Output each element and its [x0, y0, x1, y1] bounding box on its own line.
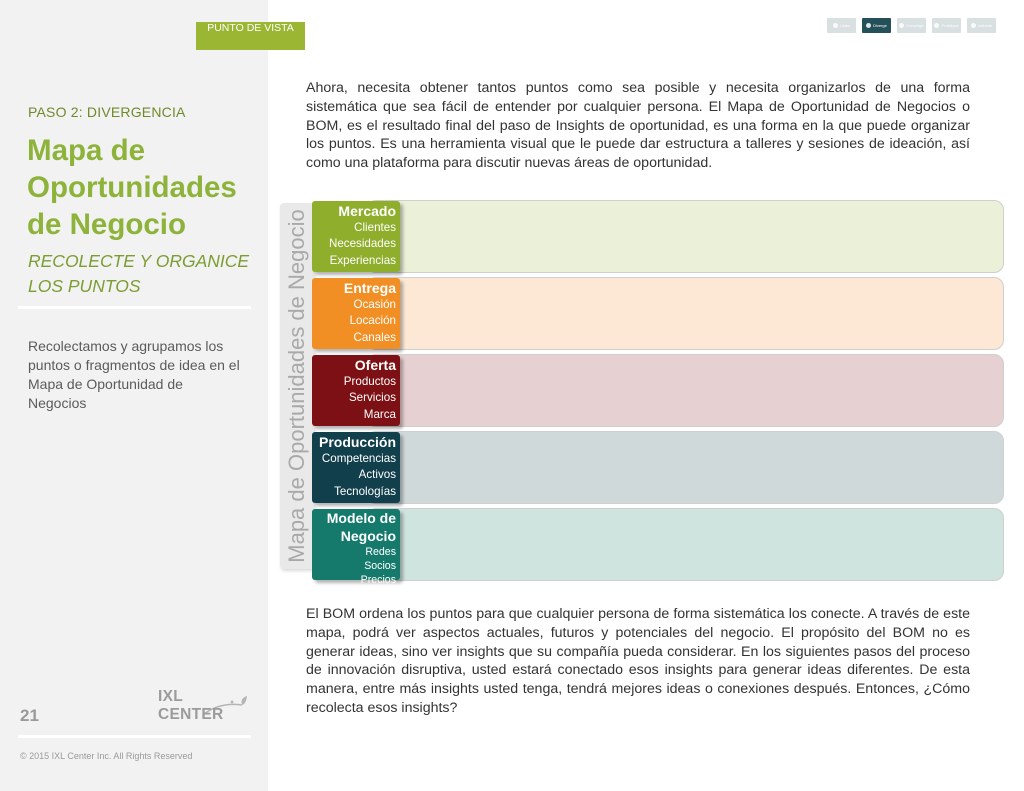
bom-row	[312, 508, 1004, 586]
bom-panel	[366, 354, 1004, 427]
nav-step[interactable]	[862, 18, 891, 33]
bom-category-item: Precios	[360, 574, 396, 586]
bom-row	[312, 200, 1004, 273]
prototype-icon	[934, 23, 939, 28]
bom-category-item: Canales	[353, 330, 396, 344]
page-subtitle: RECOLECTE Y ORGANICE LOS PUNTOS	[28, 251, 250, 296]
bom-category-tab	[312, 355, 400, 426]
nav-step-label: Listen	[839, 23, 851, 28]
bom-category-tab	[312, 201, 400, 272]
bom-category-item: Productos	[343, 375, 396, 388]
copyright: © 2015 IXL Center Inc. All Rights Reserved	[20, 751, 193, 761]
bom-category-tab	[312, 432, 400, 503]
intro-paragraph: Ahora, necesita obtener tantos puntos como sea posible y necesita organizarlos de una forma sistemática que sea fácil de entender por cualquier persona. El Mapa de Oportunidad de Negocios o BOM, es el resultado final del paso de Insights de oportunidad, es una forma en la que puede organizar los puntos. Es una herramienta visual que le puede dar estructura a talleres y sesiones de ideación, así como una plataforma para discutir nuevas áreas de oportunidad.	[306, 80, 970, 172]
nav-step[interactable]	[827, 18, 856, 33]
bom-category-title: Modelo de Negocio	[326, 510, 396, 544]
check-icon	[971, 23, 976, 28]
logo-text: IXL CENTER	[158, 688, 224, 723]
punto-de-vista-badge: PUNTO DE VISTA	[196, 22, 305, 50]
bom-row	[312, 277, 1004, 350]
outro-paragraph: El BOM ordena los puntos para que cualquier persona de forma sistemática los conecte. A través de este mapa, podrá ver aspectos actuales, futuros y potenciales del negocio. El propósito del BOM no es generar ideas, sino ver insights que su compañía pueda considerar. En los siguientes pasos del proceso de innovación disruptiva, usted estará conectado esos insights para generar ideas diferentes. De esta manera, entre más insights usted tenga, tendrá mejores ideas o conexiones después. Entonces, ¿Cómo recolecta esos insights?	[306, 606, 970, 716]
bom-category-item: Experiencias	[329, 253, 396, 267]
bom-category-title: Mercado	[338, 203, 396, 219]
bom-category-title: Entrega	[343, 280, 396, 296]
bom-category-item: Locación	[349, 314, 396, 328]
ixl-center-logo	[158, 688, 250, 726]
nav-step-label: Diverge	[873, 23, 887, 28]
bom-category-title: Producción	[318, 434, 396, 450]
bom-category-item: Marca	[363, 407, 396, 421]
ear-icon	[833, 23, 838, 28]
bom-category-title: Oferta	[354, 357, 396, 373]
bom-panel	[366, 277, 1004, 350]
nav-step[interactable]	[932, 18, 961, 33]
bom-category-item: Tecnologías	[334, 484, 396, 498]
diverge-icon	[866, 23, 871, 28]
bom-panel	[366, 200, 1004, 273]
bom-category-item: Activos	[358, 468, 396, 482]
bom-panel	[366, 431, 1004, 504]
converge-icon	[899, 23, 904, 28]
page-number: 21	[20, 706, 39, 725]
bom-category-item: Servicios	[348, 391, 396, 405]
nav-step-label: Validate	[977, 23, 993, 28]
bom-category-item: Socios	[364, 560, 396, 572]
bom-category-tab	[312, 509, 400, 586]
bom-category-item: Clientes	[354, 221, 396, 234]
step-label: PASO 2: DIVERGENCIA	[28, 104, 186, 120]
nav-step[interactable]	[967, 18, 996, 33]
nav-step[interactable]	[897, 18, 926, 33]
bom-row	[312, 431, 1004, 504]
sidebar-description: Recolectamos y agrupamos los puntos o fragmentos de idea en el Mapa de Oportunidad de Negocios	[28, 338, 240, 411]
page-title: Mapa de Oportunidades de Negocio	[27, 134, 237, 241]
bom-category-item: Necesidades	[328, 237, 396, 251]
nav-step-label: Converge	[906, 23, 924, 28]
bom-category-tab	[312, 278, 400, 349]
bom-category-item: Ocasión	[353, 298, 396, 311]
bom-label-text: Mapa de Oportunidades de Negocio	[284, 209, 309, 563]
process-nav	[827, 18, 996, 33]
divider	[18, 306, 251, 309]
divider	[18, 735, 251, 738]
nav-step-label: Prototype	[941, 23, 959, 28]
bom-panel	[366, 508, 1004, 581]
bom-category-item: Competencias	[321, 452, 396, 465]
bom-row	[312, 354, 1004, 427]
bom-category-item: Redes	[365, 546, 396, 558]
